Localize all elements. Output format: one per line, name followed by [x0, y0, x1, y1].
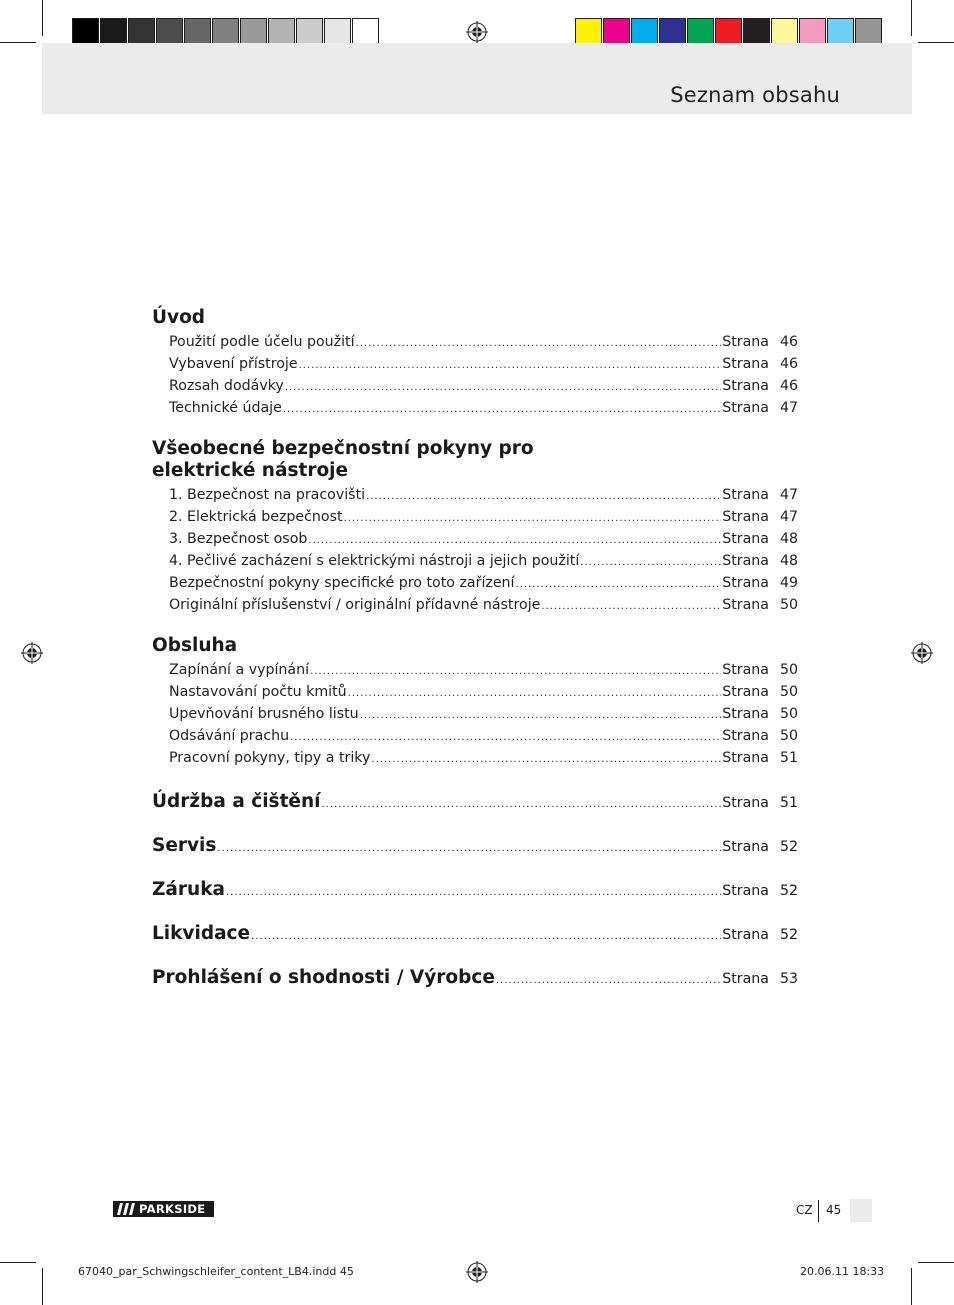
toc-entry — [152, 506, 798, 528]
toc-page-word: Strana — [722, 795, 769, 811]
toc-entry-label: Rozsah dodávky — [169, 378, 284, 394]
toc-entry-label: Zapínání a vypínání — [169, 662, 310, 678]
color-swatch — [799, 18, 826, 45]
color-swatch — [743, 18, 770, 45]
toc-page-word: Strana — [722, 728, 769, 744]
toc-page-word: Strana — [722, 575, 769, 591]
toc-page-word: Strana — [722, 356, 769, 372]
toc-page-word: Strana — [722, 509, 769, 525]
toc-entry — [152, 747, 798, 769]
dot-leader — [360, 705, 722, 727]
language-code: CZ — [796, 1203, 813, 1217]
crop-mark — [911, 0, 912, 36]
toc-entry — [152, 397, 798, 419]
color-swatch — [352, 18, 379, 45]
toc-page-number: 51 — [779, 750, 798, 766]
toc-page-word: Strana — [722, 531, 769, 547]
color-swatch — [128, 18, 155, 45]
toc-entry-label: 4. Pečlivé zacházení s elektrickými nástroji a jejich použití — [169, 553, 580, 569]
crop-mark — [0, 42, 36, 43]
toc-page-number: 46 — [779, 378, 798, 394]
registration-mark-icon — [21, 642, 43, 664]
color-swatch — [72, 18, 99, 45]
color-swatch — [212, 18, 239, 45]
toc-page-word: Strana — [722, 750, 769, 766]
toc-entry — [152, 331, 798, 353]
toc-page-number: 52 — [779, 839, 798, 855]
toc-page-number: 46 — [779, 334, 798, 350]
brand-name: PARKSIDE — [139, 1202, 206, 1216]
toc-page-number: 49 — [779, 575, 798, 591]
toc-page-word: Strana — [722, 662, 769, 678]
crop-mark — [42, 1268, 43, 1305]
toc-entry-label: 2. Elektrická bezpečnost — [169, 509, 343, 525]
color-swatch — [268, 18, 295, 45]
toc-entry — [152, 725, 798, 747]
dot-leader — [321, 791, 721, 819]
table-of-contents — [152, 307, 798, 1008]
grayscale-color-bar — [72, 18, 380, 46]
color-swatch — [687, 18, 714, 45]
toc-page-word: Strana — [722, 839, 769, 855]
color-swatch — [296, 18, 323, 45]
toc-entry-label: 1. Bezpečnost na pracovišti — [169, 487, 366, 503]
toc-entry — [152, 572, 798, 594]
header-band — [42, 43, 912, 114]
toc-entry-label: Servis — [152, 835, 217, 856]
toc-page-word: Strana — [722, 487, 769, 503]
crop-mark — [918, 42, 954, 43]
dot-leader — [580, 552, 721, 574]
toc-entry — [152, 594, 798, 616]
crop-mark — [918, 1262, 954, 1263]
toc-entry-label: Záruka — [152, 879, 225, 900]
toc-entry — [152, 484, 798, 506]
color-swatch — [631, 18, 658, 45]
color-swatch — [771, 18, 798, 45]
dot-leader — [516, 574, 722, 596]
toc-entry — [152, 659, 798, 681]
registration-mark-icon — [466, 21, 488, 43]
toc-page-word: Strana — [722, 378, 769, 394]
toc-page-word: Strana — [722, 971, 769, 987]
color-swatch — [715, 18, 742, 45]
toc-section — [152, 307, 798, 419]
color-swatch — [855, 18, 882, 45]
toc-entry — [152, 550, 798, 572]
footer-tab-box — [850, 1199, 872, 1222]
toc-page-number: 50 — [779, 728, 798, 744]
dot-leader — [285, 377, 721, 399]
toc-entry-label: Použití podle účelu použití — [169, 334, 355, 350]
toc-page-number: 53 — [779, 971, 798, 987]
toc-page-number: 50 — [779, 662, 798, 678]
toc-page-word: Strana — [722, 553, 769, 569]
dot-leader — [371, 749, 721, 771]
registration-mark-icon — [911, 642, 933, 664]
toc-chapter-entry — [152, 876, 798, 904]
print-slug-timestamp: 20.06.11 18:33 — [800, 1265, 885, 1278]
toc-entry-label: Údržba a čištění — [152, 791, 321, 812]
dot-leader — [310, 661, 721, 683]
dot-leader — [226, 879, 721, 907]
toc-entry — [152, 353, 798, 375]
dot-leader — [356, 333, 722, 355]
toc-section — [152, 438, 798, 616]
color-swatch — [603, 18, 630, 45]
logo-stripes-icon — [113, 1201, 139, 1217]
process-color-bar — [575, 18, 883, 46]
dot-leader — [348, 683, 722, 705]
toc-entry-label: Originální příslušenství / originální přídavné nástroje — [169, 597, 541, 613]
dot-leader — [541, 596, 721, 618]
dot-leader — [283, 399, 721, 421]
toc-section — [152, 635, 798, 769]
color-swatch — [659, 18, 686, 45]
toc-section-heading: Obsluha — [152, 635, 238, 656]
page-title: Seznam obsahu — [670, 83, 840, 107]
toc-page-word: Strana — [722, 684, 769, 700]
toc-entry-label: Odsávání prachu — [169, 728, 290, 744]
toc-entry — [152, 703, 798, 725]
dot-leader — [344, 508, 722, 530]
toc-page-number: 50 — [779, 597, 798, 613]
toc-entry-label: 3. Bezpečnost osob — [169, 531, 308, 547]
toc-entry-label: Technické údaje — [169, 400, 282, 416]
toc-entry-label: Nastavování počtu kmitů — [169, 684, 347, 700]
toc-page-number: 48 — [779, 553, 798, 569]
toc-page-number: 47 — [779, 487, 798, 503]
dot-leader — [290, 727, 721, 749]
crop-mark — [911, 1268, 912, 1305]
toc-section-heading: Úvod — [152, 307, 206, 328]
color-swatch — [575, 18, 602, 45]
dot-leader — [217, 835, 721, 863]
dot-leader — [251, 923, 721, 951]
toc-entry — [152, 528, 798, 550]
toc-page-word: Strana — [722, 706, 769, 722]
toc-page-number: 46 — [779, 356, 798, 372]
footer-divider — [818, 1200, 819, 1222]
toc-entry-label: Bezpečnostní pokyny specifické pro toto zařízení — [169, 575, 515, 591]
print-slug-filename: 67040_par_Schwingschleifer_content_LB4.indd 45 — [78, 1265, 354, 1278]
toc-entry — [152, 681, 798, 703]
toc-entry-label: Pracovní pokyny, tipy a triky — [169, 750, 371, 766]
toc-page-number: 52 — [779, 927, 798, 943]
parkside-logo — [113, 1201, 214, 1217]
toc-entry-label: Prohlášení o shodnosti / Výrobce — [152, 967, 495, 988]
crop-mark — [0, 1262, 36, 1263]
toc-page-number: 50 — [779, 684, 798, 700]
toc-page-number: 47 — [779, 400, 798, 416]
toc-page-number: 47 — [779, 509, 798, 525]
toc-page-word: Strana — [722, 400, 769, 416]
dot-leader — [308, 530, 721, 552]
dot-leader — [366, 486, 721, 508]
toc-page-word: Strana — [722, 927, 769, 943]
toc-page-word: Strana — [722, 597, 769, 613]
toc-entry-label: Vybavení přístroje — [169, 356, 298, 372]
toc-page-word: Strana — [722, 334, 769, 350]
crop-mark — [42, 0, 43, 36]
registration-mark-icon — [466, 1261, 488, 1283]
toc-page-word: Strana — [722, 883, 769, 899]
toc-chapter-entry — [152, 920, 798, 948]
toc-entry — [152, 375, 798, 397]
color-swatch — [827, 18, 854, 45]
color-swatch — [324, 18, 351, 45]
toc-entry-label: Likvidace — [152, 923, 251, 944]
toc-chapter-entry — [152, 788, 798, 816]
toc-entry-label: Upevňování brusného listu — [169, 706, 359, 722]
toc-page-number: 50 — [779, 706, 798, 722]
toc-chapter-entry — [152, 832, 798, 860]
color-swatch — [240, 18, 267, 45]
color-swatch — [100, 18, 127, 45]
toc-section-heading: Všeobecné bezpečnostní pokyny pro elektrické nástroje — [152, 438, 534, 481]
toc-page-number: 51 — [779, 795, 798, 811]
page-number: 45 — [826, 1203, 842, 1217]
color-swatch — [156, 18, 183, 45]
dot-leader — [299, 355, 722, 377]
toc-page-number: 48 — [779, 531, 798, 547]
toc-page-number: 52 — [779, 883, 798, 899]
toc-chapter-entry — [152, 964, 798, 992]
dot-leader — [496, 967, 721, 995]
color-swatch — [184, 18, 211, 45]
